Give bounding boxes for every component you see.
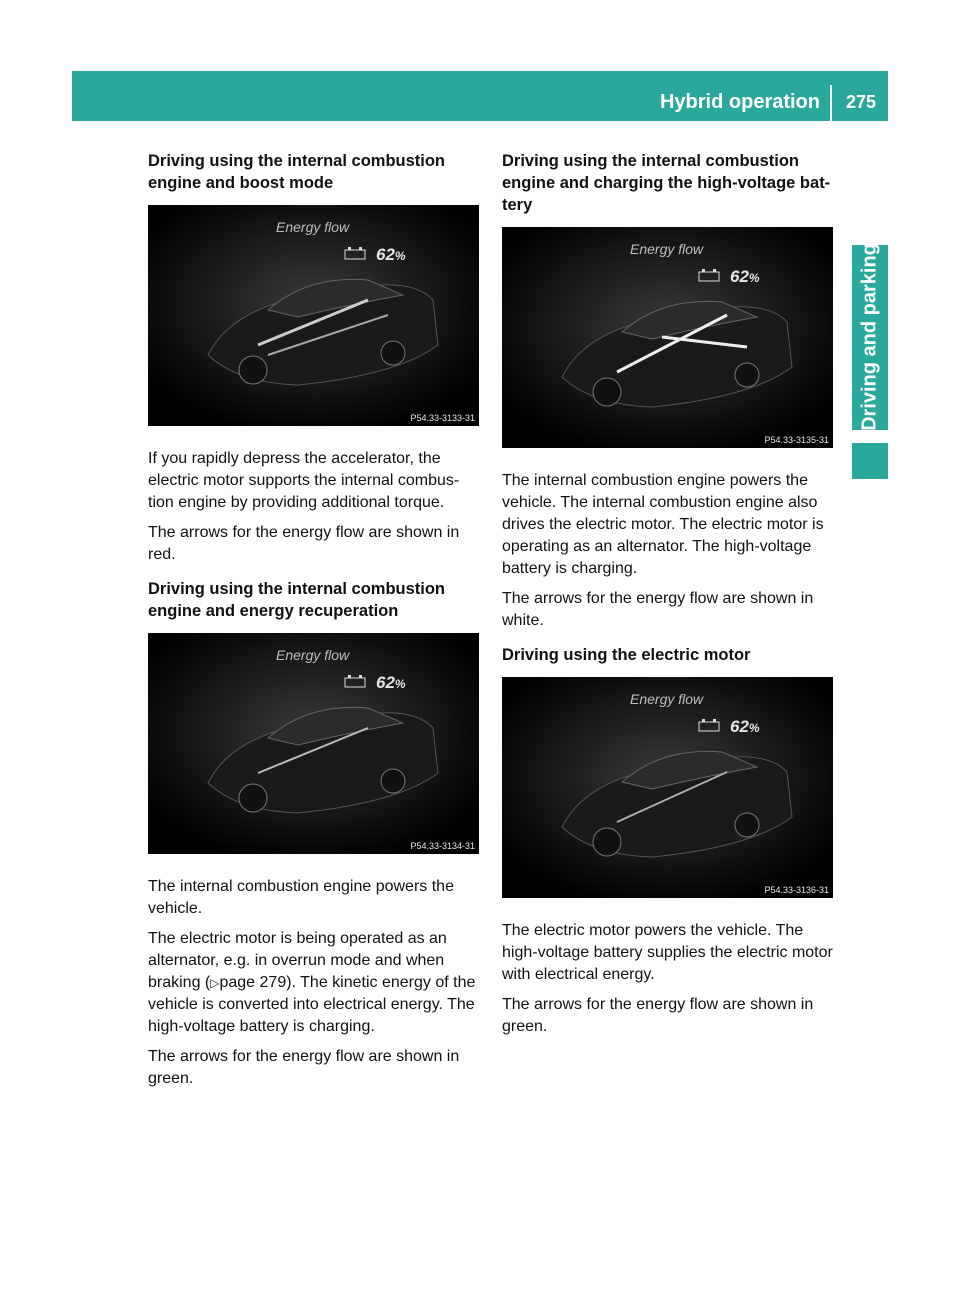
side-tab-label: Driving and parking (858, 243, 881, 431)
figure-code: P54.33-3135-31 (764, 435, 829, 445)
right-column (502, 150, 837, 1046)
triangle-right-icon: ▷ (210, 976, 220, 990)
paragraph: The internal combustion engine powers the vehicle. (148, 878, 454, 917)
paragraph: The electric motor powers the vehicle. The high-voltage battery supplies the electric motor with electrical energy. (502, 922, 833, 983)
figure-code: P54.33-3134-31 (410, 841, 475, 851)
car-illustration (502, 227, 833, 448)
energy-flow-title: Energy flow (630, 241, 704, 257)
car-illustration (148, 633, 479, 854)
page-number: 275 (845, 92, 877, 112)
paragraph: The arrows for the energy flow are shown in red. (148, 524, 460, 563)
side-tab-marker (852, 443, 888, 479)
chapter-title: Hybrid operation (659, 91, 820, 113)
left-column (148, 150, 483, 1098)
battery-percent: 62% (376, 673, 406, 692)
battery-percent: 62% (730, 267, 760, 286)
battery-icon (698, 719, 720, 732)
section-heading-energy-recuperation: Driving using the internal combustion engine and energy recuperation (148, 580, 446, 620)
header-divider (830, 85, 832, 121)
energy-flow-title: Energy flow (630, 691, 704, 707)
paragraph: The arrows for the energy flow are shown in green. (148, 1048, 460, 1087)
battery-percent: 62% (376, 245, 406, 264)
car-illustration (502, 677, 833, 898)
figure-code: P54.33-3136-31 (764, 885, 829, 895)
page-header (72, 71, 888, 121)
energy-flow-title: Energy flow (276, 647, 350, 663)
section-heading-charging-battery: Driving using the internal combustion engine and charging the high-voltage bat-tery (502, 152, 831, 214)
paragraph: The internal combustion engine powers the vehicle. The internal combustion engine also drives the electric motor. The electric motor is operating as an alternator. The high-voltage battery is charging. (502, 472, 824, 577)
battery-percent: 62% (730, 717, 760, 736)
battery-icon (344, 247, 366, 260)
paragraph: If you rapidly depress the accelerator, the electric motor supports the internal combus-tion engine by providing additional torque. (148, 450, 460, 511)
energy-flow-figure-boost (148, 205, 479, 426)
page-reference-link[interactable]: page 279 (219, 974, 287, 991)
battery-icon (698, 269, 720, 282)
energy-flow-figure-electric (502, 677, 833, 898)
paragraph: The arrows for the energy flow are shown in green. (502, 996, 814, 1035)
paragraph-with-reference: The electric motor is being operated as an alternator, e.g. in overrun mode and when braking (▷page 279). The kinetic energy of the vehicle is converted into electrical energy. The high-voltage battery is charging. (148, 930, 476, 1035)
section-heading-boost-mode: Driving using the internal combustion engine and boost mode (148, 152, 446, 192)
figure-code: P54.33-3133-31 (410, 413, 475, 423)
section-heading-electric-motor: Driving using the electric motor (502, 646, 751, 664)
battery-icon (344, 675, 366, 688)
energy-flow-figure-recuperation (148, 633, 479, 854)
energy-flow-title: Energy flow (276, 219, 350, 235)
paragraph: The arrows for the energy flow are shown in white. (502, 590, 814, 629)
energy-flow-figure-charging (502, 227, 833, 448)
car-illustration (148, 205, 479, 426)
section-side-tab (852, 245, 888, 430)
